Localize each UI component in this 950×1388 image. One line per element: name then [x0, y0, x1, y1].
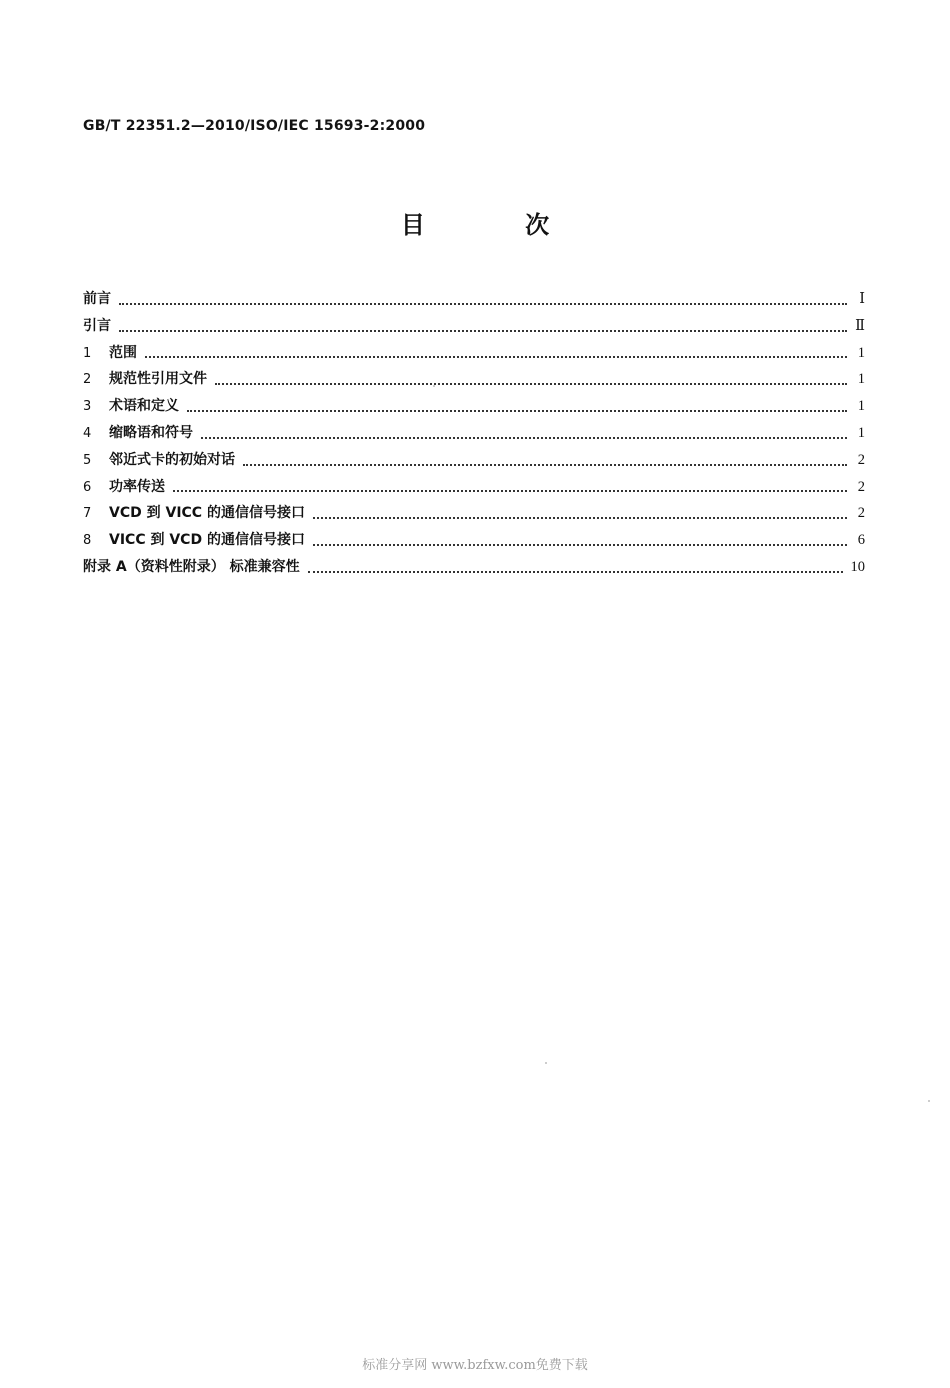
toc-leader-dots	[313, 543, 847, 546]
scan-speck	[433, 385, 435, 387]
toc-entry-label: 范围	[109, 344, 137, 361]
footer-watermark: 标准分享网 www.bzfxw.com免费下载	[362, 1358, 588, 1373]
toc-leader-dots	[173, 489, 847, 492]
toc-entry-label: 术语和定义	[109, 398, 179, 415]
toc-entry-label: 缩略语和符号	[109, 424, 193, 441]
toc-entry-page: 1	[857, 398, 865, 415]
toc-entry-number: 7	[83, 506, 92, 522]
toc-entry-number: 3	[83, 399, 92, 415]
toc-entry-page: Ⅰ	[859, 291, 865, 307]
toc-entry-label: VICC 到 VCD 的通信信号接口	[109, 532, 305, 549]
toc-entry-abbreviations-symbols[interactable]	[83, 422, 865, 449]
toc-entry-annex-a[interactable]	[83, 556, 865, 583]
toc-entry-label: VCD 到 VICC 的通信信号接口	[109, 505, 305, 522]
toc-entry-power-transfer[interactable]	[83, 476, 865, 503]
toc-leader-dots	[313, 516, 847, 519]
toc-entry-page: 10	[850, 558, 865, 575]
toc-entry-label: 规范性引用文件	[109, 371, 207, 388]
toc-leader-dots	[308, 570, 843, 573]
toc-entry-page: 1	[857, 424, 865, 441]
toc-leader-dots	[187, 409, 847, 412]
table-of-contents	[83, 288, 865, 583]
standard-code: GB/T 22351.2—2010/ISO/IEC 15693-2:2000	[83, 118, 426, 134]
toc-leader-dots	[201, 436, 847, 439]
toc-entry-scope[interactable]	[83, 342, 865, 369]
toc-leader-dots	[243, 463, 847, 466]
scan-speck	[545, 1062, 547, 1064]
toc-entry-page: 1	[857, 371, 865, 388]
toc-entry-number: 5	[83, 452, 92, 468]
toc-entry-vicc-to-vcd[interactable]	[83, 529, 865, 556]
toc-entry-terms-definitions[interactable]	[83, 395, 865, 422]
toc-entry-label: 邻近式卡的初始对话	[109, 451, 235, 468]
toc-entry-label: 前言	[83, 291, 111, 307]
toc-entry-page: 2	[857, 451, 865, 468]
toc-entry-label: 功率传送	[109, 478, 165, 495]
toc-entry-page: 2	[857, 478, 865, 495]
toc-entry-page: Ⅱ	[855, 317, 865, 334]
toc-entry-initial-dialogue[interactable]	[83, 449, 865, 476]
toc-entry-normative-references[interactable]	[83, 368, 865, 395]
toc-title: 目 次	[400, 211, 596, 239]
toc-entry-number: 2	[83, 372, 92, 388]
toc-entry-page: 6	[857, 532, 865, 549]
toc-entry-page: 2	[857, 505, 865, 522]
toc-leader-dots	[119, 329, 847, 332]
toc-entry-page: 1	[857, 344, 865, 361]
scan-speck	[928, 1100, 930, 1102]
toc-entry-vcd-to-vicc[interactable]	[83, 502, 865, 529]
toc-entry-number: 8	[83, 533, 92, 549]
toc-entry-label: 引言	[83, 317, 111, 334]
toc-entry-foreword[interactable]	[83, 288, 865, 315]
toc-entry-introduction[interactable]	[83, 315, 865, 342]
toc-leader-dots	[145, 355, 847, 358]
toc-entry-label: 附录 A（资料性附录） 标准兼容性	[83, 558, 300, 575]
toc-leader-dots	[119, 302, 847, 305]
toc-leader-dots	[215, 382, 847, 385]
toc-entry-number: 4	[83, 425, 92, 441]
toc-entry-number: 6	[83, 479, 92, 495]
toc-entry-number: 1	[83, 345, 92, 361]
